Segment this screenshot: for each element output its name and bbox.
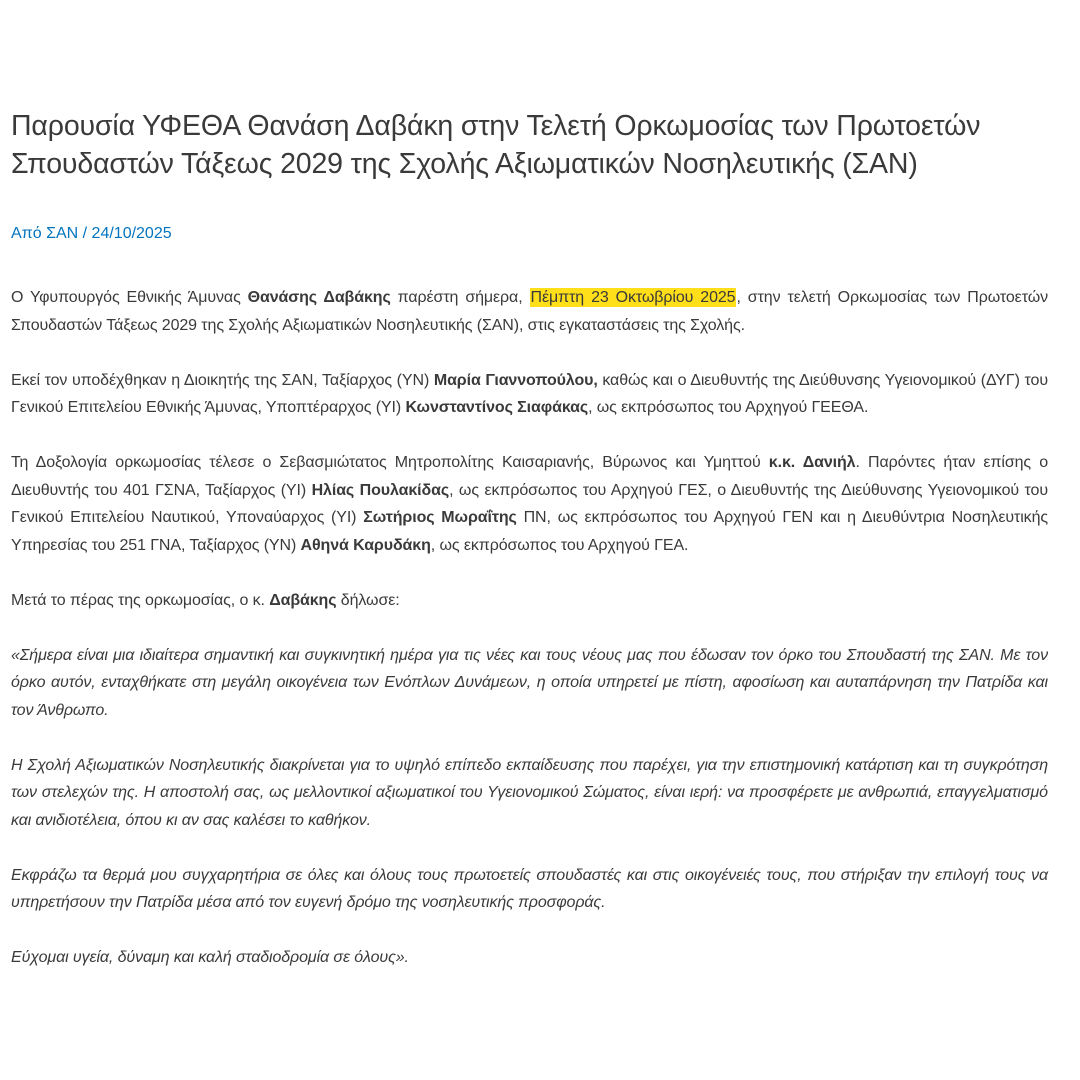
text-run: , στην τελετή Ορκωμοσίας των Πρωτοετών Σπουδαστών Τάξεως 2029 της Σχολής Αξιωματικών Νοσηλευτικής (ΣΑΝ), στις εγκαταστάσεις της Σχολής. — [11, 289, 1048, 334]
text-run: . Παρόντες ήταν επίσης ο Διευθυντής του 401 ΓΣΝΑ, Ταξίαρχος (ΥΙ) — [11, 454, 1049, 499]
quote-paragraph-2: Η Σχολή Αξιωματικών Νοσηλευτικής διακρίνεται για το υψηλό επίπεδο εκπαίδευσης που παρέχει, για την επιστημονική κατάρτιση και τη συγκρότηση των στελεχών της. Η αποστολή σας, ως μελλοντικοί αξιωματικοί του Υγειονομικού Σώματος, είναι ιερή: να προσφέρετε με ανθρωπιά, επαγγελματισμό και ανιδιοτέλεια, όπου κι αν σας καλέσει το καθήκον. — [11, 756, 1048, 829]
text-run: δήλωσε: — [336, 591, 400, 609]
text-run: ΠΝ, ως εκπρόσωπος του Αρχηγού ΓΕΝ και η Διευθύντρια Νοσηλευτικής Υπηρεσίας του 251 ΓΝΑ, Ταξίαρχος (ΥΝ) — [11, 509, 1048, 554]
bold-name: Σωτήριος Μωραΐτης — [363, 509, 517, 526]
quote-paragraph-4: Εύχομαι υγεία, δύναμη και καλή σταδιοδρομία σε όλους». — [11, 949, 409, 966]
post-meta — [11, 224, 1048, 244]
paragraph-attendees — [11, 449, 1048, 559]
bold-name: Θανάσης Δαβάκης — [247, 289, 391, 306]
bold-name: Δαβάκης — [269, 591, 337, 609]
text-run: , ως εκπρόσωπος του Αρχηγού ΓΕΕΘΑ. — [588, 399, 869, 416]
article — [11, 0, 1048, 999]
highlighted-date: Πέμπτη 23 Οκτωβρίου 2025 — [530, 289, 736, 306]
bold-name: κ.κ. Δανιήλ — [768, 454, 856, 471]
text-run: , ως εκπρόσωπος του Αρχηγού ΓΕΑ. — [430, 536, 689, 554]
date-link[interactable]: 24/10/2025 — [91, 225, 172, 242]
text-run: Ο Υφυπουργός Εθνικής Άμυνας — [11, 289, 248, 306]
meta-separator: / — [82, 225, 88, 242]
bold-name: Κωνσταντίνος Σιαφάκας — [405, 399, 589, 416]
text-run: καθώς και ο Διευθυντής της Διεύθυνσης Υγειονομικού (ΔΥΓ) του Γενικού Επιτελείου Εθνικής Άμυνας, Υποπτέραρχος (ΥΙ) — [11, 371, 1048, 416]
text-run: παρέστη σήμερα, — [390, 289, 530, 306]
text-run: Μετά το πέρας της ορκωμοσίας, ο κ. — [11, 591, 270, 609]
text-run: Τη Δοξολογία ορκωμοσίας τέλεσε ο Σεβασμιώτατος Μητροπολίτης Καισαριανής, Βύρωνος και Υμηττού — [11, 454, 769, 471]
quote-paragraph-1: «Σήμερα είναι μια ιδιαίτερα σημαντική και συγκινητική ημέρα για τις νέες και τους νέους μας που έδωσαν τον όρκο του Σπουδαστή της ΣΑΝ. Με τον όρκο αυτόν, ενταχθήκατε στη μεγάλη οικογένεια των Ενόπλων Δυνάμεων, η οποία υπηρετεί με πίστη, αφοσίωση και αυταπάρνηση την Πατρίδα και τον Άνθρωπο. — [11, 646, 1048, 719]
paragraph-reception — [11, 367, 1048, 422]
paragraph-statement-intro — [11, 587, 1048, 615]
bold-name: Αθηνά Καρυδάκη — [300, 536, 431, 554]
text-run: , ως εκπρόσωπος του Αρχηγού ΓΕΣ, ο Διευθυντής της Διεύθυνσης Υγειονομικού του Γενικού Επιτελείου Ναυτικού, Υποναύαρχος (ΥΙ) — [11, 481, 1048, 526]
bold-name: Ηλίας Πουλακίδας — [311, 481, 450, 499]
bold-name: Μαρία Γιαννοπούλου, — [433, 371, 598, 389]
author-link[interactable]: ΣΑΝ — [46, 225, 79, 242]
article-title: Παρουσία ΥΦΕΘΑ Θανάση Δαβάκη στην Τελετή Ορκωμοσίας των Πρωτοετών Σπουδαστών Τάξεως 2029 της Σχολής Αξιωματικών Νοσηλευτικής (ΣΑΝ) — [11, 110, 981, 180]
meta-prefix: Από — [11, 225, 42, 242]
paragraph-intro — [11, 284, 1048, 339]
article-body — [11, 284, 1048, 972]
quote-paragraph-3: Εκφράζω τα θερμά μου συγχαρητήρια σε όλες και όλους τους πρωτοετείς σπουδαστές και στις οικογένειές τους, που στήριξαν την επιλογή τους να υπηρετήσουν την Πατρίδα μέσα από τον ευγενή δρόμο της νοσηλευτικής προσφοράς. — [11, 866, 1048, 911]
text-run: Εκεί τον υποδέχθηκαν η Διοικητής της ΣΑΝ, Ταξίαρχος (ΥΝ) — [11, 371, 434, 389]
